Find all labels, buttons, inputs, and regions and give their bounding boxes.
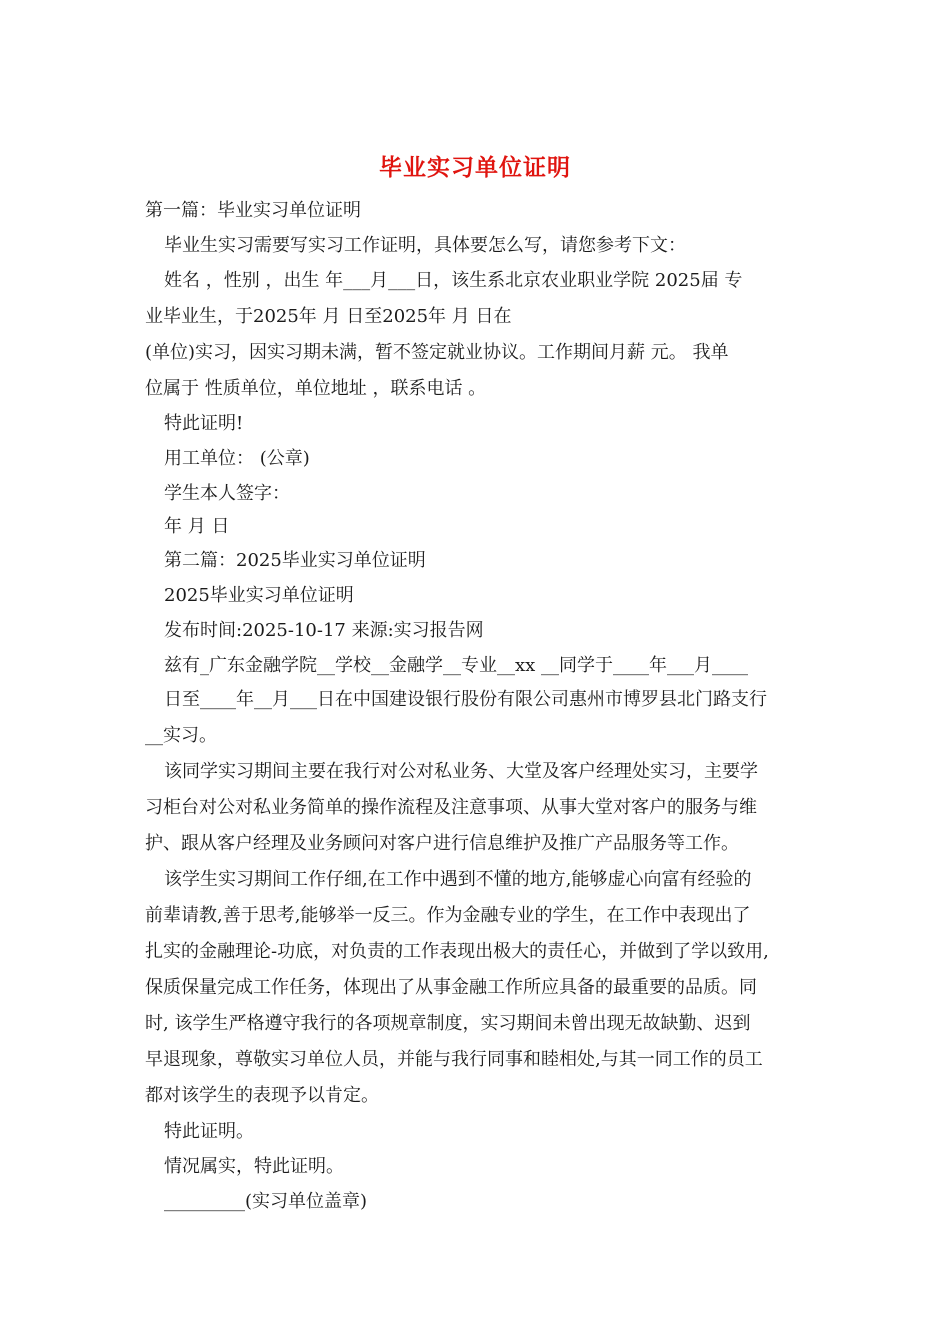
text-line: 位属于 性质单位，单位地址 ，联系电话 。 xyxy=(145,378,487,399)
text-line: 早退现象，尊敬实习单位人员，并能与我行同事和睦相处,与其一同工作的员工 xyxy=(145,1049,763,1070)
text-line: 年 月 日 xyxy=(164,516,230,537)
text-line: 保质保量完成工作任务，体现出了从事金融工作所应具备的最重要的品质。同 xyxy=(145,977,757,998)
text-line: 日至____年__月___日在中国建设银行股份有限公司惠州市博罗县北门路支行 xyxy=(164,689,767,710)
text-line: 兹有_广东金融学院__学校__金融学__专业__xx __同学于____年___月____ xyxy=(164,655,749,676)
text-line: 时, 该学生严格遵守我行的各项规章制度，实习期间未曾出现无故缺勤、迟到 xyxy=(145,1013,751,1034)
text-line: 姓名 ，性别 ，出生 年___月___日，该生系北京农业职业学院 2025届 专 xyxy=(164,270,743,291)
text-line: _________(实习单位盖章) xyxy=(164,1191,368,1212)
text-line: 习柜台对公对私业务简单的操作流程及注意事项、从事大堂对客户的服务与维 xyxy=(145,797,757,818)
text-line: 都对该学生的表现予以肯定。 xyxy=(145,1085,379,1106)
text-line: 特此证明。 xyxy=(164,1121,254,1142)
text-line: 业毕业生，于2025年 月 日至2025年 月 日在 xyxy=(145,306,512,327)
text-line: 第一篇：毕业实习单位证明 xyxy=(145,200,361,221)
text-line: 该同学实习期间主要在我行对公对私业务、大堂及客户经理处实习，主要学 xyxy=(164,761,758,782)
text-line: (单位)实习，因实习期未满，暂不签定就业协议。工作期间月薪 元。 我单 xyxy=(145,342,729,363)
text-line: 学生本人签字： xyxy=(164,483,290,504)
text-line: 2025毕业实习单位证明 xyxy=(164,585,354,606)
text-line: 前辈请教,善于思考,能够举一反三。作为金融专业的学生，在工作中表现出了 xyxy=(145,905,751,926)
text-line: 特此证明! xyxy=(164,413,244,434)
text-line: 发布时间:2025-10-17 来源:实习报告网 xyxy=(164,620,484,641)
text-line: 扎实的金融理论-功底，对负责的工作表现出极大的责任心，并做到了学以致用, xyxy=(145,941,769,962)
text-line: 护、跟从客户经理及业务顾问对客户进行信息维护及推广产品服务等工作。 xyxy=(145,833,739,854)
text-line: 毕业生实习需要写实习工作证明，具体要怎么写，请您参考下文： xyxy=(164,235,686,256)
text-line: 用工单位： (公章) xyxy=(164,448,310,469)
document-title: 毕业实习单位证明 xyxy=(379,154,571,181)
text-line: 该学生实习期间工作仔细,在工作中遇到不懂的地方,能够虚心向富有经验的 xyxy=(164,869,752,890)
text-line: 情况属实，特此证明。 xyxy=(164,1156,344,1177)
text-line: 第二篇：2025毕业实习单位证明 xyxy=(164,550,426,571)
text-line: __实习。 xyxy=(145,725,217,746)
